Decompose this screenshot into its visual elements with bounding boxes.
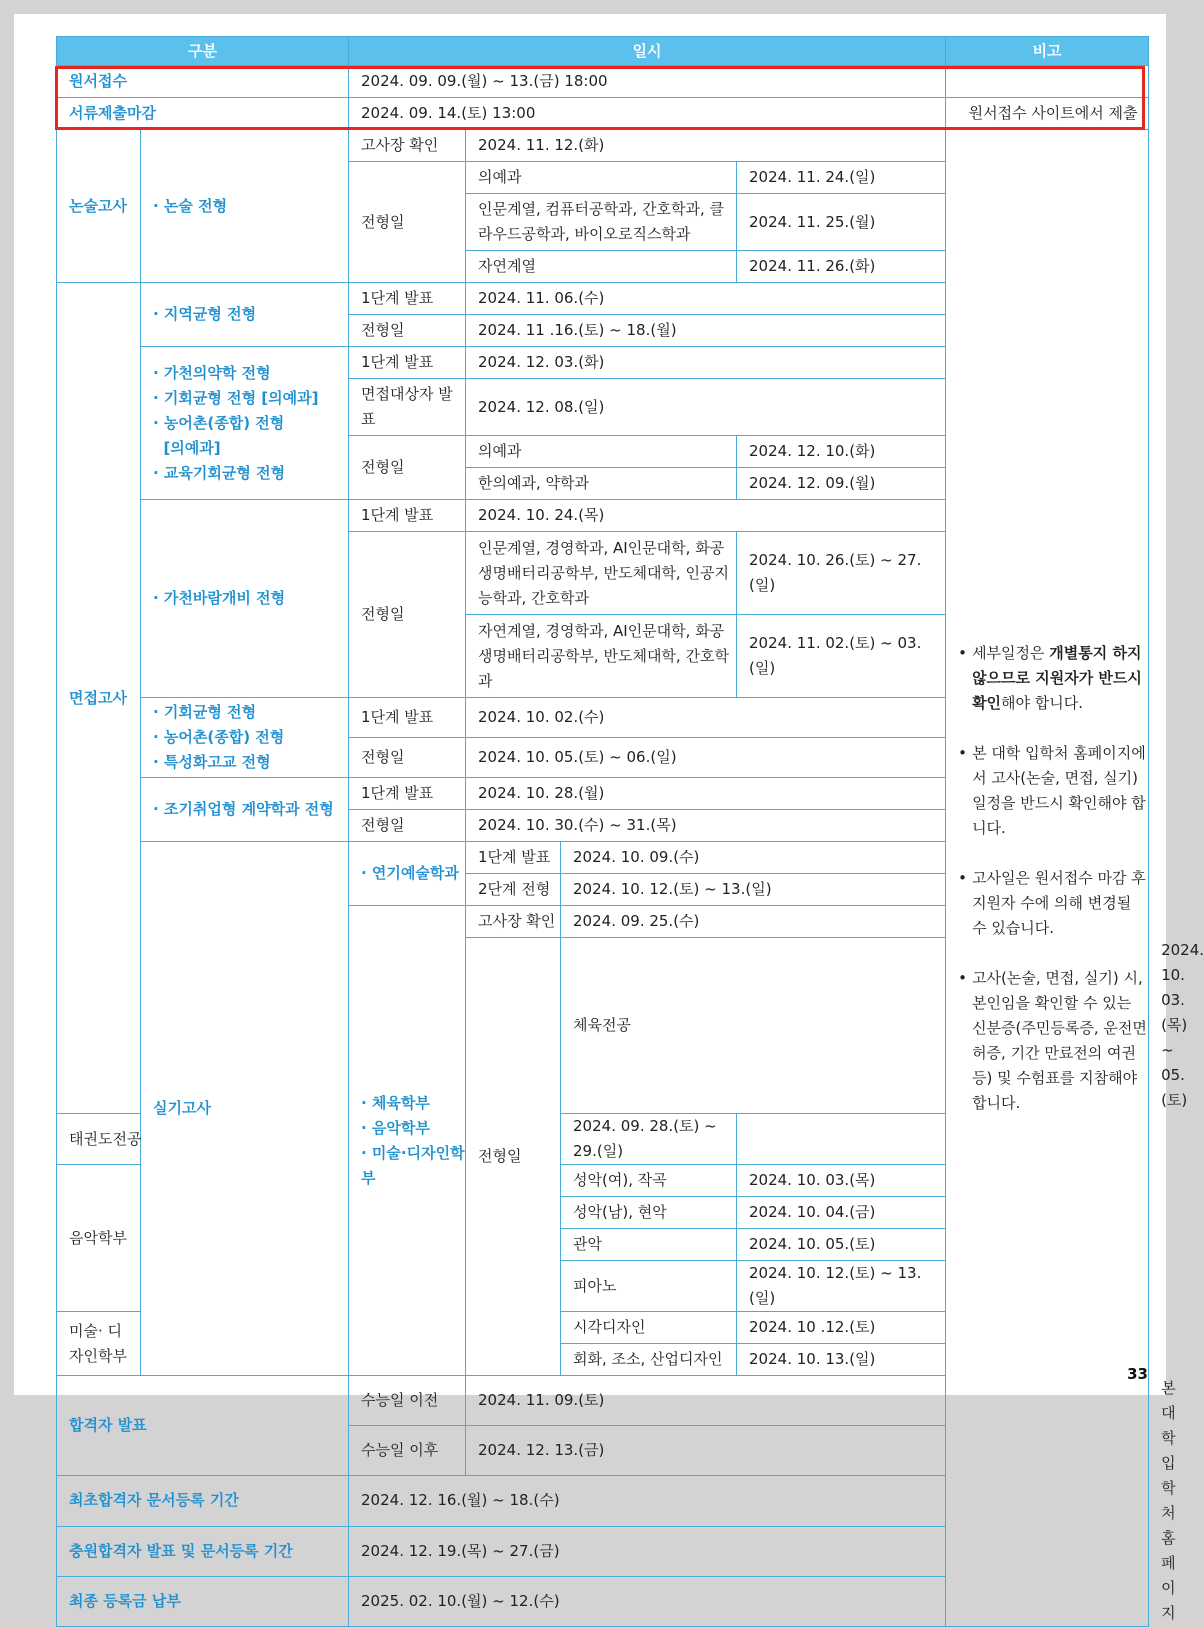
interview-category: 면접고사 bbox=[57, 283, 141, 1114]
table-row: 합격자 발표 수능일 이전 2024. 11. 09.(토) 본 대학 입학처 홈페이지 bbox=[57, 1376, 1149, 1426]
final-pay-date: 2025. 02. 10.(월) ~ 12.(수) bbox=[349, 1576, 946, 1626]
stage1-date: 2024. 10. 28.(월) bbox=[466, 778, 946, 810]
date: 2024. 11. 02.(토) ~ 03.(일) bbox=[737, 615, 946, 698]
notes-list bbox=[958, 641, 1148, 1116]
add-reg-label: 충원합격자 발표 및 문서등록 기간 bbox=[57, 1526, 349, 1576]
date: 2024. 10. 13.(일) bbox=[737, 1344, 946, 1376]
music-label: 음악학부 bbox=[57, 1165, 141, 1312]
date: 2024. 12. 10.(화) bbox=[737, 436, 946, 468]
first-reg-date: 2024. 12. 16.(월) ~ 18.(수) bbox=[349, 1476, 946, 1526]
essay-dept: 자연계열 bbox=[466, 251, 737, 283]
stage1-date: 2024. 12. 03.(화) bbox=[466, 347, 946, 379]
earlyjob-sub: · 조기취업형 계약학과 전형 bbox=[141, 778, 349, 842]
dept: 의예과 bbox=[466, 436, 737, 468]
notes-cell bbox=[946, 130, 1149, 1627]
regional-sub: · 지역균형 전형 bbox=[141, 283, 349, 347]
interviewee-label: 면접대상자 발표 bbox=[349, 379, 466, 436]
essay-date: 2024. 11. 26.(화) bbox=[737, 251, 946, 283]
table-header-row bbox=[57, 37, 1149, 66]
essay-date: 2024. 11. 24.(일) bbox=[737, 162, 946, 194]
exam-date: 2024. 10. 30.(수) ~ 31.(목) bbox=[466, 810, 946, 842]
stage2-label: 2단계 전형 bbox=[466, 874, 561, 906]
essay-venue-date: 2024. 11. 12.(화) bbox=[466, 130, 946, 162]
page-number: 33 bbox=[1127, 1365, 1148, 1383]
exam-label: 전형일 bbox=[349, 738, 466, 778]
essay-date: 2024. 11. 25.(월) bbox=[737, 194, 946, 251]
note-item: • 본 대학 입학처 홈페이지에서 고사(논술, 면접, 실기) 일정을 반드시 확인해야 합니다. bbox=[958, 741, 1148, 841]
before-label: 수능일 이전 bbox=[349, 1376, 466, 1426]
major: 피아노 bbox=[561, 1261, 737, 1312]
stage1-label: 1단계 발표 bbox=[349, 500, 466, 532]
interviewee-date: 2024. 12. 08.(일) bbox=[466, 379, 946, 436]
dept: 태권도전공 bbox=[57, 1114, 349, 1165]
stage1-label: 1단계 발표 bbox=[349, 347, 466, 379]
exam-date: 2024. 11 .16.(토) ~ 18.(월) bbox=[466, 315, 946, 347]
essay-exam-label: 전형일 bbox=[349, 162, 466, 283]
final-pay-label: 최종 등록금 납부 bbox=[57, 1576, 349, 1626]
document-page bbox=[14, 14, 1204, 1622]
dept: 한의예과, 약학과 bbox=[466, 468, 737, 500]
date: 2024. 10. 05.(토) bbox=[737, 1229, 946, 1261]
essay-dept: 인문계열, 컴퓨터공학과, 간호학과, 클라우드공학과, 바이오로직스학과 bbox=[466, 194, 737, 251]
essay-sub: · 논술 전형 bbox=[141, 130, 349, 283]
dept: 자연계열, 경영학과, AI인문대학, 화공생명배터리공학부, 반도체대학, 간호학과 bbox=[466, 615, 737, 698]
major: 관악 bbox=[561, 1229, 737, 1261]
first-reg-label: 최초합격자 문서등록 기간 bbox=[57, 1476, 349, 1526]
dept: 체육전공 bbox=[561, 938, 946, 1114]
venue-date: 2024. 09. 25.(수) bbox=[561, 906, 1149, 938]
note-item: • 고사일은 원서접수 마감 후 지원자 수에 의해 변경될 수 있습니다. bbox=[958, 866, 1148, 941]
baram-sub: · 가천바람개비 전형 bbox=[141, 500, 349, 698]
date: 2024. 10. 04.(금) bbox=[737, 1197, 946, 1229]
stage1-date: 2024. 10. 24.(목) bbox=[466, 500, 946, 532]
date: 2024. 10. 03.(목) bbox=[737, 1165, 946, 1197]
header-datetime: 일시 bbox=[349, 37, 946, 66]
note-item: • 세부일정은 개별통지 하지 않으므로 지원자가 반드시 확인해야 합니다. bbox=[958, 641, 1148, 716]
table-row bbox=[57, 130, 1149, 162]
exam-date: 2024. 10. 05.(토) ~ 06.(일) bbox=[466, 738, 946, 778]
arts-subs: · 체육학부 · 음악학부 · 미술·디자인학부 bbox=[349, 906, 466, 1376]
date: 2024. 10 .12.(토) bbox=[737, 1312, 946, 1344]
date: 2024. 09. 28.(토) ~ 29.(일) bbox=[561, 1114, 737, 1165]
exam-label: 전형일 bbox=[349, 315, 466, 347]
application-date: 2024. 09. 09.(월) ~ 13.(금) 18:00 bbox=[349, 66, 946, 98]
major: 회화, 조소, 산업디자인 bbox=[561, 1344, 737, 1376]
major: 성악(남), 현악 bbox=[561, 1197, 737, 1229]
documents-note: 원서접수 사이트에서 제출 bbox=[946, 98, 1149, 130]
note-item: • 고사(논술, 면접, 실기) 시, 본인임을 확인할 수 있는 신분증(주민등록증, 운전면허증, 기간 만료전의 여권 등) 및 수험표를 지참해야 합니다. bbox=[958, 966, 1148, 1116]
row-application bbox=[57, 66, 1149, 98]
header-category: 구분 bbox=[57, 37, 349, 66]
exam-label: 전형일 bbox=[349, 810, 466, 842]
exam-label: 전형일 bbox=[349, 532, 466, 698]
date: 2024. 12. 09.(월) bbox=[737, 468, 946, 500]
acting-sub: · 연기예술학과 bbox=[349, 842, 466, 906]
opportunity-subs: · 기회균형 전형 · 농어촌(종합) 전형 · 특성화고교 전형 bbox=[141, 698, 349, 778]
design-label: 미술· 디자인학부 bbox=[57, 1312, 141, 1376]
header-remarks: 비고 bbox=[946, 37, 1149, 66]
row-documents bbox=[57, 98, 1149, 130]
venue-label: 고사장 확인 bbox=[466, 906, 561, 938]
stage2-date: 2024. 10. 12.(토) ~ 13.(일) bbox=[561, 874, 1149, 906]
essay-dept: 의예과 bbox=[466, 162, 737, 194]
dept: 인문계열, 경영학과, AI인문대학, 화공생명배터리공학부, 반도체대학, 인공지능학과, 간호학과 bbox=[466, 532, 737, 615]
stage1-label: 1단계 발표 bbox=[349, 283, 466, 315]
stage1-date: 2024. 10. 02.(수) bbox=[466, 698, 946, 738]
documents-label: 서류제출마감 bbox=[57, 98, 349, 130]
practical-category: 실기고사 bbox=[141, 842, 349, 1376]
after-date: 2024. 12. 13.(금) bbox=[466, 1426, 946, 1476]
application-label: 원서접수 bbox=[57, 66, 349, 98]
essay-venue-label: 고사장 확인 bbox=[349, 130, 466, 162]
admission-schedule-table bbox=[56, 36, 1204, 1627]
stage1-date: 2024. 10. 09.(수) bbox=[561, 842, 1149, 874]
results-label: 합격자 발표 bbox=[57, 1376, 349, 1476]
major: 시각디자인 bbox=[561, 1312, 737, 1344]
application-note bbox=[946, 66, 1149, 98]
table-row: 전형일 체육전공 2024. 10. 03.(목) ~ 05.(토) bbox=[57, 938, 1149, 1114]
date: 2024. 10. 26.(토) ~ 27.(일) bbox=[737, 532, 946, 615]
stage1-label: 1단계 발표 bbox=[349, 778, 466, 810]
after-label: 수능일 이후 bbox=[349, 1426, 466, 1476]
exam-label: 전형일 bbox=[349, 436, 466, 500]
before-date: 2024. 11. 09.(토) bbox=[466, 1376, 946, 1426]
stage1-label: 1단계 발표 bbox=[466, 842, 561, 874]
add-reg-date: 2024. 12. 19.(목) ~ 27.(금) bbox=[349, 1526, 946, 1576]
exam-label: 전형일 bbox=[466, 938, 561, 1376]
essay-category: 논술고사 bbox=[57, 130, 141, 283]
major: 성악(여), 작곡 bbox=[561, 1165, 737, 1197]
documents-date: 2024. 09. 14.(토) 13:00 bbox=[349, 98, 946, 130]
date: 2024. 10. 12.(토) ~ 13.(일) bbox=[737, 1261, 946, 1312]
medical-subs: · 가천의약학 전형 · 기회균형 전형 [의예과] · 농어촌(종합) 전형 [의예과] · 교육기회균형 전형 bbox=[141, 347, 349, 500]
stage1-date: 2024. 11. 06.(수) bbox=[466, 283, 946, 315]
stage1-label: 1단계 발표 bbox=[349, 698, 466, 738]
